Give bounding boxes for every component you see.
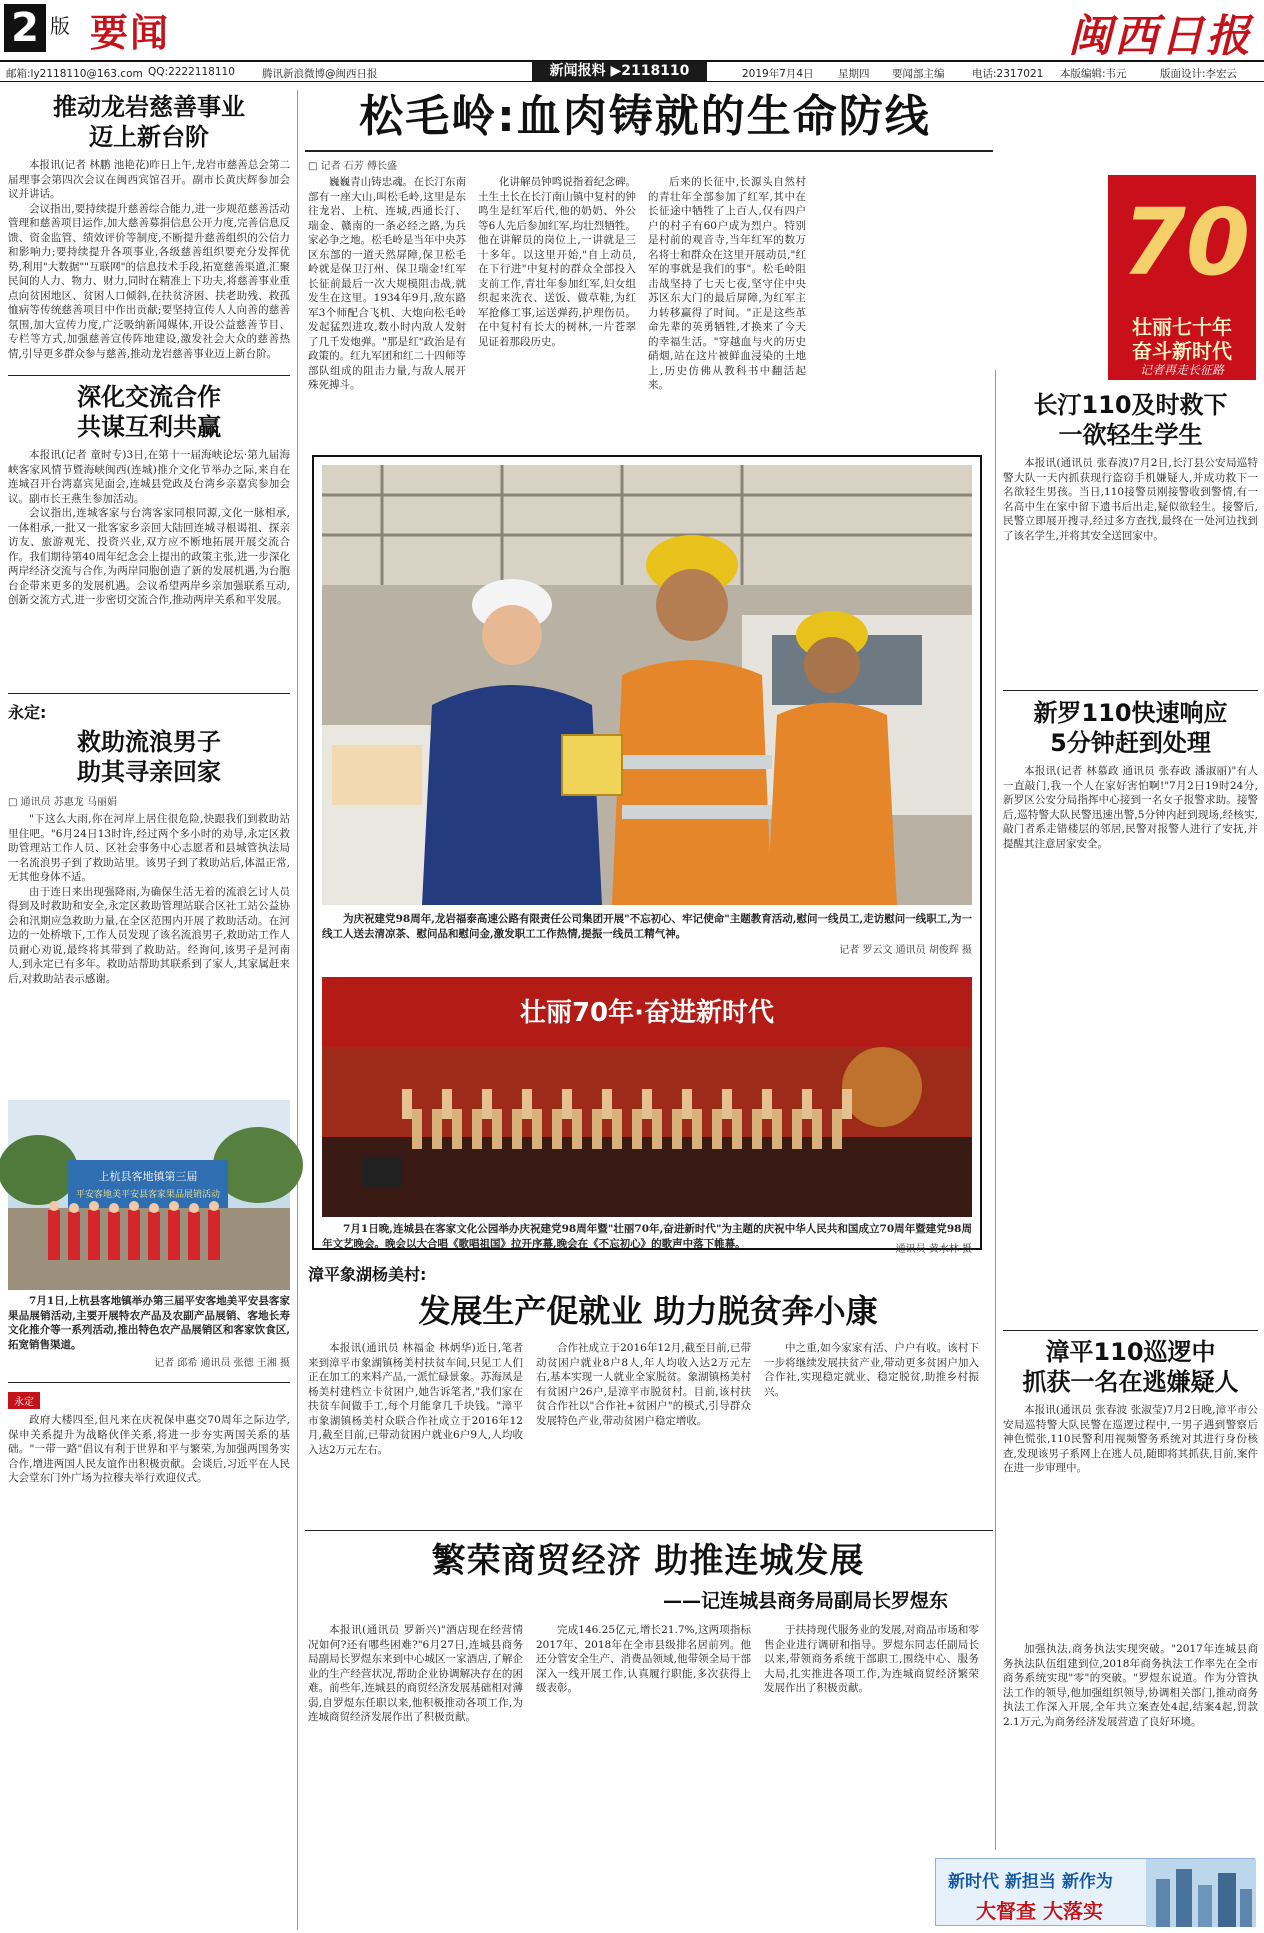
article-text: 本报讯(通讯员 张春波)7月2日,长汀县公安局巡特警大队一天内抓获现行盗窃手机嫌疑人,并成功救下一名欲轻生男孩。当日,110接警员刚接警收到警情,有一名高中生在家中留下遗书后出走,疑似欲轻生。接警后,民警立即展开搜寻,经过多方查找,最终在一处河边找到了该名学生,并将其安全送回家中。 <box>1003 457 1258 542</box>
desk-text: 本版编辑:韦元 <box>1060 68 1127 80</box>
article-yongding-brief <box>8 1390 290 1486</box>
page-suffix: 版 <box>50 14 70 38</box>
article-text: 于扶持现代服务业的发展,对商品市场和零售企业进行调研和指导。罗煜东同志任副局长以来,带领商务系统干部职工,围绕中心、服务大局,扎实推进各项工作,为连城商贸经济繁荣发展作出了积极贡献。 <box>764 1624 979 1694</box>
byline: □ 记者 石芳 傅长盛 <box>308 161 397 172</box>
article-text: 由于连日来出现强降雨,为确保生活无着的流浪乞讨人员得到及时救助和安全,永定区救助管理站联合区社工站公益协会和汛期应急救助力量,在全区范围内开展了救助活动。在河边的一处桥墩下,工作人员发现了该名流浪男子,救助站工作人员耐心劝说,最终将其带到了救助站。经询问,该男子是河南人,到永定已有多年。救助站帮助其联系到了家人,其家属赶来后,对救助站表示感谢。 <box>8 885 290 985</box>
headline: 助其寻亲回家 <box>77 758 221 786</box>
article-text: 本报讯(记者 林慕政 通讯员 张春政 潘淑丽)"有人一直敲门,我一个人在家好害怕啊!"7月2日19时24分,新罗区公安分局指挥中心接到一名女子报警求助。接警后,巡特警大队民警迅速出警,5分钟内赶到现场,经核实,敲门者系走错楼层的邻居,民警对报警人进行了安抚,并提醒其注意居家安全。 <box>1003 765 1258 850</box>
divider <box>305 150 993 152</box>
headline: 发展生产促就业 助力脱贫奔小康 <box>418 1292 878 1330</box>
article-text: 加强执法,商务执法实现突破。"2017年连城县商务执法队伍组建到位,2018年商务执法工作率先在全市商务系统实现"零"的突破。"罗煜东说道。作为分管执法工作的领导,他加强组织领导,协调相关部门,推动商务执法工作深入开展,全年共立案查处4起,结案4起,罚款2.1万元,为商务经济发展营造了良好环境。 <box>1003 1643 1258 1728</box>
caption-text: 7月1日晚,连城县在客家文化公园举办庆祝建党98周年暨"壮丽70年,奋进新时代"为主题的庆祝中华人民共和国成立70周年暨建党98周年文艺晚会。晚会以大合唱《歌唱祖国》拉开序幕,晚会在《不忘初心》的歌声中落下帷幕。 <box>322 1223 972 1250</box>
article-cross-strait <box>8 382 290 608</box>
article-text: 本报讯(记者 童时专)3日,在第十一届海峡论坛·第九届海峡客家风情节暨海峡闽西(连城)推介文化节举办之际,来自在连城召开台湾嘉宾见面会,连城县党政及台湾乡亲嘉宾参加会议。副市长王燕生参加活动。 <box>8 449 290 505</box>
editor-text: 要闻部主编 <box>892 68 945 80</box>
caption-text: 为庆祝建党98周年,龙岩福泰高速公路有限责任公司集团开展"不忘初心、牢记使命"主题教育活动,慰问一线员工,走访慰问一线职工,为一线工人送去清凉茶、慰问品和慰问金,激发职工工作热情,提振一线员工精气神。 <box>322 913 972 940</box>
headline: 深化交流合作 <box>77 383 221 411</box>
article-commerce-law <box>1003 1642 1258 1729</box>
photo-shanghang-event <box>8 1100 290 1290</box>
banner-text: 平安客地美平安县客家果品展销活动 <box>75 1190 221 1200</box>
stage-banner-text: 壮丽70年·奋进新时代 <box>519 998 775 1028</box>
main-feature-body <box>308 175 983 440</box>
article-text: 合作社成立于2016年12月,截至目前,已带动贫困户就业8户8人,年人均收入达2万元左右,基本实现一人就业全家脱贫。象湖镇杨美村有贫困户26户,是漳平市脱贫村。目前,该村扶贫合作社以"合作社+贫困户"的模式,引导群众发展特色产业,带动贫困户稳定增收。 <box>536 1342 751 1427</box>
article-text: 化讲解员钟鸣说指着纪念碑。土生土长在长汀南山镇中复村的钟鸣生是红军后代,他的奶奶、外公等6人先后参加红军,均壮烈牺牲。他在讲解员的岗位上,一讲就是三十多年。以这里开始,"自上动员,在下行进"中复村的群众全部投入支前工作,青壮年参加红军,妇女组织起来洗衣、送饭、做草鞋,为红军抢修工事,运送弹药,护理伤员。在中复村有长大的树林,一片苍翠见证着那段历史。 <box>478 176 636 348</box>
headline: 一欲轻生学生 <box>1058 421 1203 449</box>
section-tag: 永定 <box>8 1392 40 1409</box>
column-divider-right <box>995 370 996 1850</box>
headline: 长汀110及时救下 <box>1033 391 1228 419</box>
divider <box>8 693 290 694</box>
column-divider-left <box>297 90 298 1930</box>
ad-slogan: 大督查 大落实 <box>976 1899 1103 1923</box>
weekday-text: 星期四 <box>838 68 870 80</box>
bottom-advert <box>935 1858 1255 1926</box>
divider <box>305 1530 993 1531</box>
article-liancheng-commerce <box>308 1538 988 1883</box>
email-text: 邮箱:ly2118110@163.com <box>6 68 143 80</box>
workers-photo-illustration <box>322 465 972 905</box>
main-headline: 松毛岭:血肉铸就的生命防线 <box>359 91 931 142</box>
ad-slogan: 新时代 新担当 新作为 <box>948 1872 1113 1892</box>
article-yongding-rescue <box>8 700 290 986</box>
article-xinluo-110 <box>1003 698 1258 851</box>
headline: 新罗110快速响应 <box>1033 699 1228 727</box>
city-skyline-icon <box>1146 1859 1256 1927</box>
headline: 救助流浪男子 <box>77 728 221 756</box>
article-changting-110 <box>1003 390 1258 543</box>
stage-photo-illustration <box>322 977 972 1217</box>
photo-caption-2 <box>322 1222 972 1255</box>
photo-credit: 通讯员 黄水林 摄 <box>895 1244 972 1255</box>
banner-text: 上杭县客地镇第三届 <box>98 1170 198 1183</box>
section-title: 要闻 <box>90 11 171 55</box>
date-text: 2019年7月4日 <box>742 68 814 80</box>
news-hotline: 新闻报料 ▶2118110 <box>532 61 707 81</box>
headline: 繁荣商贸经济 助推连城发展 <box>431 1541 865 1581</box>
kicker: 永定: <box>8 703 47 722</box>
event-photo-illustration <box>8 1100 290 1290</box>
subheadline: ——记连城县商务局副局长罗煜东 <box>662 1590 948 1612</box>
anniversary-slogan: 壮丽七十年 <box>1132 315 1232 339</box>
photo-highway-workers <box>322 465 972 905</box>
qq-text: QQ:2222118110 <box>148 66 235 78</box>
divider <box>1003 690 1258 691</box>
article-text: 后来的长征中,长源头自然村的青壮年全部参加了红军,其中在长征途中牺牲了上百人,仅有四户户的村子有60户成为烈户。特别是村前的观音寺,当年红军的数万名将士和群众在这里开展动员,"红军的事就是我们的事"。松毛岭阻击战坚持了七天七夜,坚守住中央苏区东大门的最后屏障,为红军主力转移赢得了时间。"正是这些革命先辈的英勇牺牲,才换来了今天的幸福生活。"穿越血与火的历史硝烟,站在这片被鲜血浸染的土地上,历史仿佛从教科书中翻活起来。 <box>648 176 806 391</box>
headline: 5分钟赶到处理 <box>1050 729 1211 757</box>
caption-text: 7月1日,上杭县客地镇举办第三届平安客地美平安县客家果品展销活动,主要开展特农产品及农副产品展销、客地长寿文化推介等一系列活动,推出特色农产品展销区和客家饮食区,拓宽销售渠道。 <box>8 1295 290 1351</box>
article-text: 中之重,如今家家有活、户户有收。该村下一步将继续发展扶贫产业,带动更多贫困户加入合作社,实现稳定就业、稳定脱贫,助推乡村振兴。 <box>764 1342 979 1398</box>
headline: 漳平110巡逻中 <box>1045 1338 1216 1366</box>
anniversary-subtitle: 记者再走长征路 <box>1139 363 1224 377</box>
article-text: 巍巍青山铸忠魂。在长汀东南部有一座大山,叫松毛岭,这里是东往龙岩、上杭、连城,西通长汀、瑞金、赣南的一条必经之路,为兵家必争之地。松毛岭是当年中央苏区东部的一道天然屏障,保卫松毛岭就是保卫汀州、保卫瑞金!红军长征前最后一次大规模阻击战,就发生在这里。1934年9月,敌东路军3个师配合飞机、大炮向松毛岭发起猛烈进攻,数小时内敌人发射了几千发炮弹。"那是红"政治是有政策的。红九军团和红二十四师等部队组成的阻击力量,与敌人展开殊死搏斗。 <box>308 176 466 391</box>
headline: 抓获一名在逃嫌疑人 <box>1022 1368 1239 1396</box>
article-text: 政府大楼四至,但凡来在庆祝保申惠交70周年之际边学,保申关系提升为战略伙伴关系,将进一步夯实两国关系的基础。"一带一路"倡议有利于世界和平与繁荣,为加强两国务实合作,增进两国人民友谊作出积极贡献。会谈后,习近平在人民大会堂东门外广场为拉穆夫举行欢迎仪式。 <box>8 1414 290 1484</box>
page-number: 2 <box>4 4 46 52</box>
article-zhangping-110 <box>1003 1337 1258 1476</box>
article-text: 会议指出,连城客家与台湾客家同根同源,文化一脉相承,一体相承,一批又一批客家乡亲回大陆回连城寻根谒祖、探亲访友、旅游观光、投资兴业,双方应不断地拓展开展交流合作。我们期待第40周年纪念会上提出的政策主张,进一步深化两岸经济交流与合作,为两岸同胞创造了新的发展机遇,为台胞台企带来更多的发展机遇。会议希望两岸乡亲加强联系互动,创新交流方式,进一步密切交流合作,推动两岸关系和平发展。 <box>8 507 290 606</box>
article-text: 完成146.25亿元,增长21.7%,这两项指标2017年、2018年在全市县级排名居前列。他还分管安全生产、消费品领域,他带领全局干部深入一线开展工作,认真履行职能,多次获得上级表彰。 <box>536 1624 751 1694</box>
article-text: 本报讯(通讯员 罗新兴)"酒店现在经营情况如何?还有哪些困难?"6月27日,连城县商务局副局长罗煜东来到中心城区一家酒店,了解企业的生产经营状况,帮助企业协调解决存在的困难。前些年,连城县的商贸经济发展基础相对薄弱,自罗煜东任职以来,他积极推动各项工作,为连城商贸经济发展作出了积极贡献。 <box>308 1624 523 1723</box>
photo-credit: 记者 邱希 通讯员 张德 王湘 摄 <box>154 1358 290 1369</box>
article-zhangping-poverty <box>308 1262 988 1541</box>
article-text: 本报讯(记者 林鹏 池艳花)昨日上午,龙岩市慈善总会第二届理事会第四次会议在闽西宾馆召开。副市长黄庆辉参加会议并讲话。 <box>8 159 290 200</box>
divider <box>8 375 290 376</box>
photo-credit: 记者 罗云文 通讯员 胡俊辉 摄 <box>839 945 972 956</box>
anniversary-badge <box>1108 175 1256 380</box>
phone-text: 电话:2317021 <box>972 68 1044 80</box>
layout-text: 版面设计:李宏云 <box>1160 68 1238 80</box>
headline: 迈上新台阶 <box>89 123 209 151</box>
article-text: 本报讯(通讯员 张春波 张淑莹)7月2日晚,漳平市公安局巡特警大队民警在巡逻过程中,一男子遇到警察后神色慌张,110民警利用视频警务系统对其进行身份核查,发现该男子系网上在逃人员,随即将其抓获,目前,案件在进一步审理中。 <box>1003 1404 1258 1474</box>
kicker: 漳平象湖杨美村: <box>308 1265 427 1284</box>
anniversary-number: 70 <box>1122 189 1251 296</box>
photo-caption-1 <box>322 912 972 956</box>
article-text: "下这么大雨,你在河岸上居住很危险,快跟我们到救助站里住吧。"6月24日13时许,经过两个多小时的劝导,永定区救助管理站工作人员、区社会事务中心志愿者和县城管执法局一名流浪男子到了救助站里。该男子到了救助站后,体温正常,无其他身体不适。 <box>8 813 290 883</box>
headline: 共谋互利共赢 <box>77 413 221 441</box>
headline: 推动龙岩慈善事业 <box>53 93 245 121</box>
photo-gala-stage <box>322 977 972 1217</box>
article-text: 会议指出,要持续提升慈善综合能力,进一步规范慈善活动管理和慈善项目运作,加大慈善募捐信息公开力度,完善信息反馈、资金监管、绩效评价等制度,不断提升慈善组织的公信力和影响力;要持续提升各项事业,各级慈善组织要充分发挥优势,利用"大数据""互联网"的信息技术手段,拓宽慈善渠道,汇聚民间的人力、物力、财力,同时在精准上下功夫,将慈善事业重点向贫困地区、贫困人口倾斜,在扶贫济困、扶老助残、救孤恤病等传统慈善项目中作出贡献;要坚持宣传人人向善的慈善氛围,加大宣传力度,广泛吸纳新闻媒体,开设公益慈善节目、专栏等方式,加强慈善宣传阵地建设,激发社会大众的慈善热情,引导更多群众参与慈善,推动龙岩慈善事业迈上新台阶。 <box>8 202 290 360</box>
divider <box>8 1382 290 1383</box>
anniversary-slogan: 奋斗新时代 <box>1132 339 1232 363</box>
article-longyan-charity <box>8 92 290 361</box>
byline: □ 通讯员 苏惠龙 马丽娟 <box>8 797 117 808</box>
article-text: 本报讯(通讯员 林福金 林炳华)近日,笔者来到漳平市象湖镇杨美村扶贫车间,只见工人们正在加工的来料产品,一派忙碌景象。苏海凤是杨美村建档立卡贫困户,她告诉笔者,"我们家在扶贫车间做手工,每个月能拿几千块钱。"漳平市象湖镇杨美村众联合作社成立于2016年12月,截至目前,已带动贫困户就业6户9人,人均收入达2万元左右。 <box>308 1342 523 1456</box>
weibo-text: 腾讯新浪微博@闽西日报 <box>262 68 378 80</box>
photo-caption-shanghang <box>8 1294 290 1369</box>
divider <box>1003 1330 1258 1331</box>
newspaper-logo: 闽西日报 <box>1068 11 1252 62</box>
